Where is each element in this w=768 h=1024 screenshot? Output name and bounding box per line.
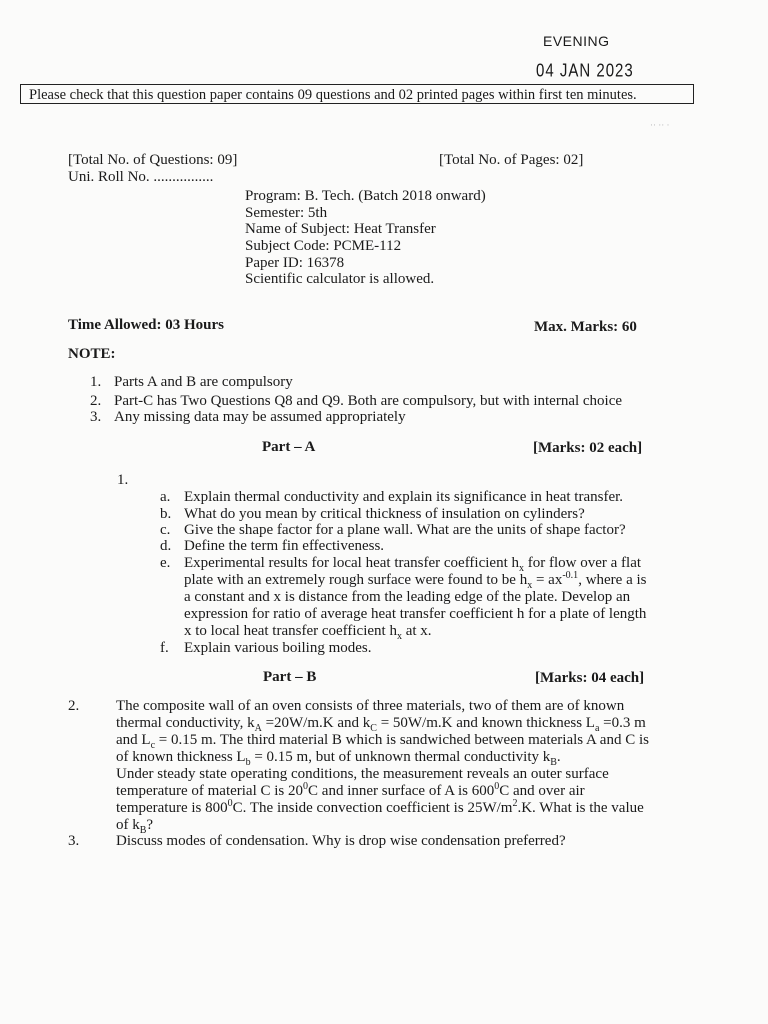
shift-stamp: EVENING <box>543 33 610 49</box>
notice-box: Please check that this question paper contains 09 questions and 02 printed pages within first ten minutes. <box>20 84 694 104</box>
question-number: 1. <box>117 472 129 488</box>
part-b-marks: [Marks: 04 each] <box>535 670 645 686</box>
time-allowed: Time Allowed: 03 Hours <box>68 317 224 333</box>
note-item: 3. Any missing data may be assumed appropriately <box>90 409 406 425</box>
question-2: The composite wall of an oven consists of three materials, two of them are of known thermal conductivity, $k_A =20W/m.K$ and $k_C = 50W/m.K$ and known thickness $L_a =0.3$ m and $L_c = 0.15$ m. The third material B which is sandwiched between materials A and C is of known thickness $L_b = 0.15$ m, but of unknown thermal conductivity $k_B$. Under steady state operating conditions, the measurement reveals an outer surface temperature of material C is $20^0C$ and inner surface of A is $600^0C$ and over air temperature is $800^0C$. The inside convection coefficient is $25W/m^2.K$. What is the value of $k_B$? <box>116 698 649 836</box>
meta-program: Program: B. Tech. (Batch 2018 onward) <box>245 188 486 204</box>
meta-subject: Name of Subject: Heat Transfer <box>245 221 436 237</box>
question-1a: Explain thermal conductivity and explain its significance in heat transfer. <box>184 489 624 505</box>
question-1f: Explain various boiling modes. <box>184 640 372 656</box>
question-letter: c. <box>160 522 171 538</box>
question-1b: What do you mean by critical thickness of insulation on cylinders? <box>184 506 585 522</box>
question-1e: Experimental results for local heat transfer coefficient $h_x$ for flow over a flat plate with an extremely rough surface were found to be $h_x = ax^{-0.1}$, where a is a constant and x is distance from the leading edge of the plate. Develop an expression for ratio of average heat transfer coefficient h for a plate of length x to local heat transfer coefficient $h_x$ at x. <box>184 555 647 642</box>
roll-number: Uni. Roll No. ................ <box>68 169 214 185</box>
max-marks: Max. Marks: 60 <box>534 319 637 335</box>
question-1c: Give the shape factor for a plane wall. What are the units of shape factor? <box>184 522 626 538</box>
part-a-marks: [Marks: 02 each] <box>533 440 643 456</box>
note-item: 2. Part-C has Two Questions Q8 and Q9. Both are compulsory, but with internal choice <box>90 393 623 409</box>
question-letter: a. <box>160 489 171 505</box>
note-heading: NOTE: <box>68 346 116 362</box>
question-1d: Define the term fin effectiveness. <box>184 538 385 554</box>
meta-semester: Semester: 5th <box>245 205 328 221</box>
part-a-title: Part – A <box>262 439 316 455</box>
meta-calculator: Scientific calculator is allowed. <box>245 271 435 287</box>
meta-subject-code: Subject Code: PCME-112 <box>245 238 402 254</box>
question-letter: f. <box>160 640 169 656</box>
question-number: 2. <box>68 698 80 714</box>
question-3: Discuss modes of condensation. Why is drop wise condensation preferred? <box>116 833 566 849</box>
date-stamp: 04 JAN 2023 <box>536 60 634 82</box>
part-b-title: Part – B <box>263 669 317 685</box>
scan-speckle: ·· ·· · <box>650 120 670 130</box>
question-letter: e. <box>160 555 171 571</box>
question-letter: b. <box>160 506 172 522</box>
question-letter: d. <box>160 538 172 554</box>
question-number: 3. <box>68 833 80 849</box>
total-pages: [Total No. of Pages: 02] <box>439 152 584 168</box>
total-questions: [Total No. of Questions: 09] <box>68 152 238 168</box>
meta-paper-id: Paper ID: 16378 <box>245 255 345 271</box>
note-item: 1. Parts A and B are compulsory <box>90 374 293 390</box>
